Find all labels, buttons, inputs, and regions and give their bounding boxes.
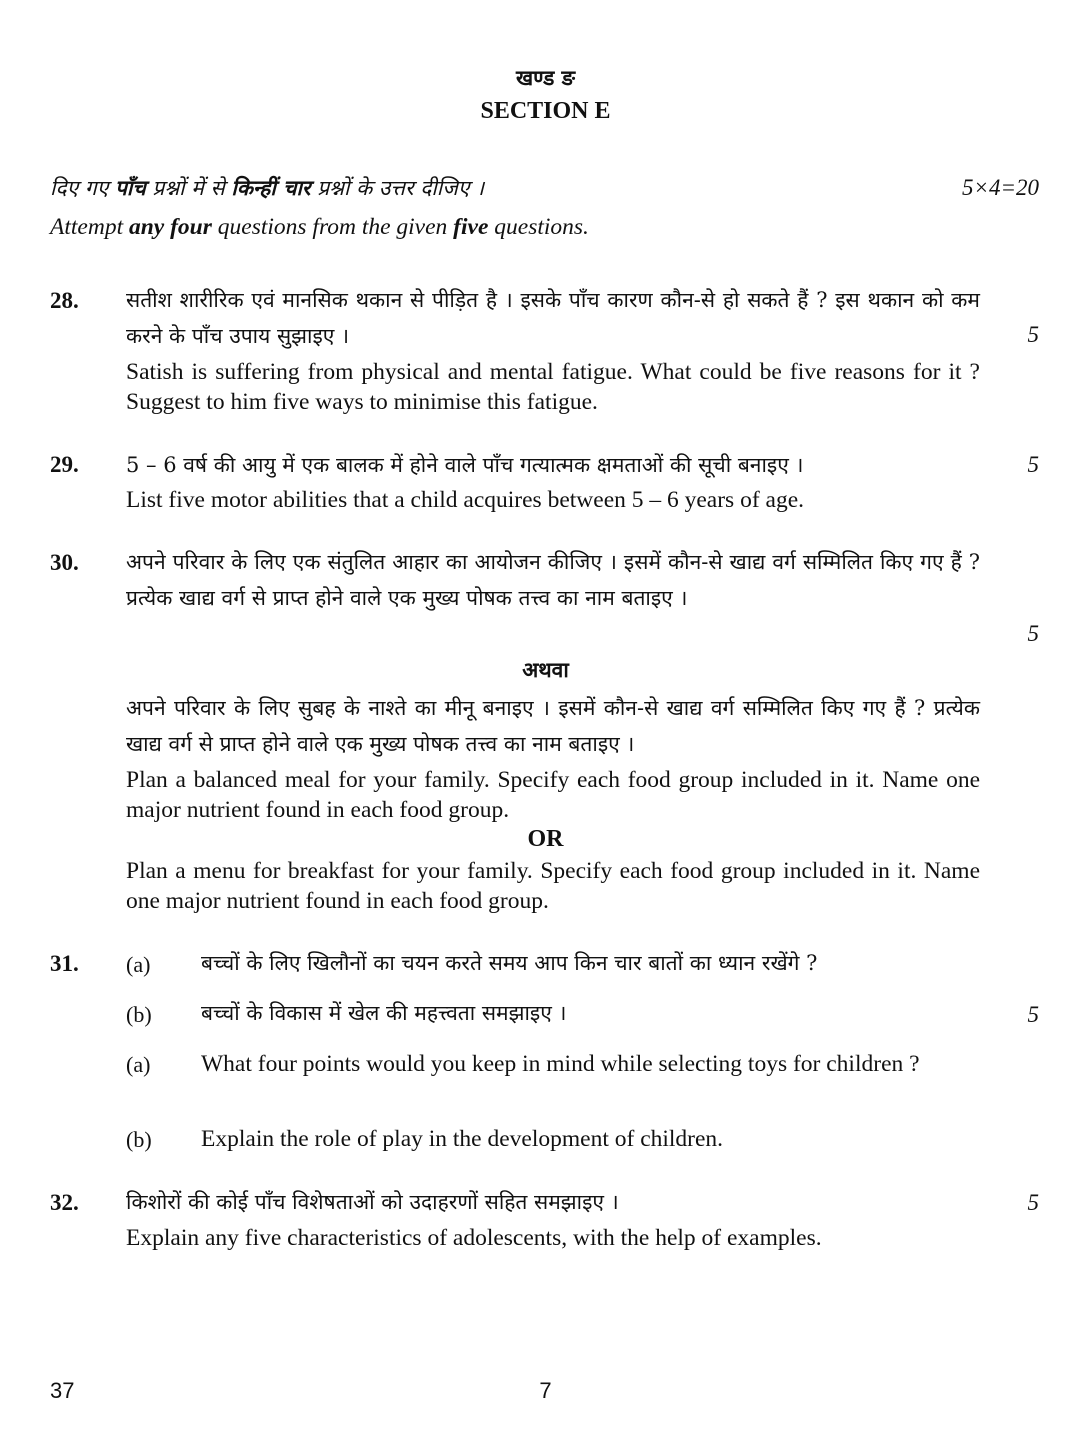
question-text-english: List five motor abilities that a child acquires between 5 – 6 years of age. <box>126 487 805 513</box>
or-separator: OR <box>527 826 564 852</box>
question-text-hindi: सतीश शारीरिक एवं मानसिक थकान से पीड़ित है । इसके पाँच कारण कौन-से हो सकते हैं ? इस थकान को कम करने के पाँच उपाय सुझाइए । <box>126 288 980 348</box>
instruction-hindi-part: प्रश्नों में से <box>145 176 232 200</box>
question-number: 29. <box>50 452 79 477</box>
instruction-english-part: questions. <box>488 214 589 240</box>
question-number: 32. <box>50 1190 79 1215</box>
instruction-hindi-part: दिए गए <box>50 176 115 200</box>
question-marks: 5 <box>1027 621 1039 646</box>
paper-code: 37 <box>50 1378 75 1403</box>
instruction-english <box>50 212 589 242</box>
question-number: 31. <box>50 951 79 976</box>
question-text-english: Satish is suffering from physical and mental fatigue. What could be five reasons for it ? Suggest to him five ways to minimise this fatigue. <box>126 359 980 415</box>
instruction-english-part: questions from the given <box>211 214 454 240</box>
question-alt-text-english: Plan a menu for breakfast for your family. Specify each food group included in it. Name one major nutrient found in each food group. <box>126 858 980 914</box>
page-number: 7 <box>539 1378 552 1403</box>
question-marks: 5 <box>1027 452 1039 477</box>
subpart-label: (a) <box>126 1052 151 1077</box>
subpart-text-hindi: बच्चों के लिए खिलौनों का चयन करते समय आप किन चार बातों का ध्यान रखेंगे ? <box>201 951 818 975</box>
question-number: 30. <box>50 550 79 575</box>
question-marks: 5 <box>1027 1002 1039 1027</box>
instruction-english-bold: any four <box>128 214 212 240</box>
question-text-english: Explain any five characteristics of adolescents, with the help of examples. <box>126 1225 822 1251</box>
question-alt-text-hindi: अपने परिवार के लिए सुबह के नाश्ते का मीनू बनाइए । इसमें कौन-से खाद्य वर्ग सम्मिलित किए गए हैं ? प्रत्येक खाद्य वर्ग से प्राप्त होने वाले एक मुख्य पोषक तत्त्व का नाम बताइए । <box>126 696 980 756</box>
question-text-hindi: 5 – 6 वर्ष की आयु में एक बालक में होने वाले पाँच गत्यात्मक क्षमताओं की सूची बनाइए । <box>126 453 804 477</box>
subpart-text-hindi: बच्चों के विकास में खेल की महत्त्वता समझाइए । <box>201 1001 567 1025</box>
section-title-hindi: खण्ड ङ <box>515 65 576 90</box>
question-text-english: Plan a balanced meal for your family. Specify each food group included in it. Name one major nutrient found in each food group. <box>126 767 980 823</box>
question-marks: 5 <box>1027 1190 1039 1215</box>
instruction-english-bold: five <box>453 214 489 240</box>
or-separator-hindi: अथवा <box>522 657 569 682</box>
instruction-hindi-part: प्रश्नों के उत्तर दीजिए । <box>310 176 485 200</box>
instruction-english-part: Attempt <box>50 214 129 240</box>
subpart-label: (b) <box>126 1127 152 1152</box>
subpart-text-english: Explain the role of play in the development of children. <box>201 1126 724 1152</box>
section-marks: 5×4=20 <box>961 175 1039 200</box>
question-text-hindi: किशोरों की कोई पाँच विशेषताओं को उदाहरणों सहित समझाइए । <box>126 1190 619 1214</box>
question-number: 28. <box>50 288 79 313</box>
question-text-hindi: अपने परिवार के लिए एक संतुलित आहार का आयोजन कीजिए । इसमें कौन-से खाद्य वर्ग सम्मिलित किए गए हैं ? प्रत्येक खाद्य वर्ग से प्राप्त होने वाले एक मुख्य पोषक तत्त्व का नाम बताइए । <box>126 550 980 610</box>
subpart-label: (a) <box>126 952 151 977</box>
instruction-hindi-bold: पाँच <box>115 175 146 200</box>
section-title: SECTION E <box>480 98 611 124</box>
subpart-label: (b) <box>126 1002 152 1027</box>
instruction-hindi <box>50 170 484 206</box>
question-marks: 5 <box>1027 322 1039 347</box>
subpart-text-english: What four points would you keep in mind while selecting toys for children ? <box>201 1051 920 1077</box>
instruction-hindi-bold: किन्हीं चार <box>231 175 311 200</box>
